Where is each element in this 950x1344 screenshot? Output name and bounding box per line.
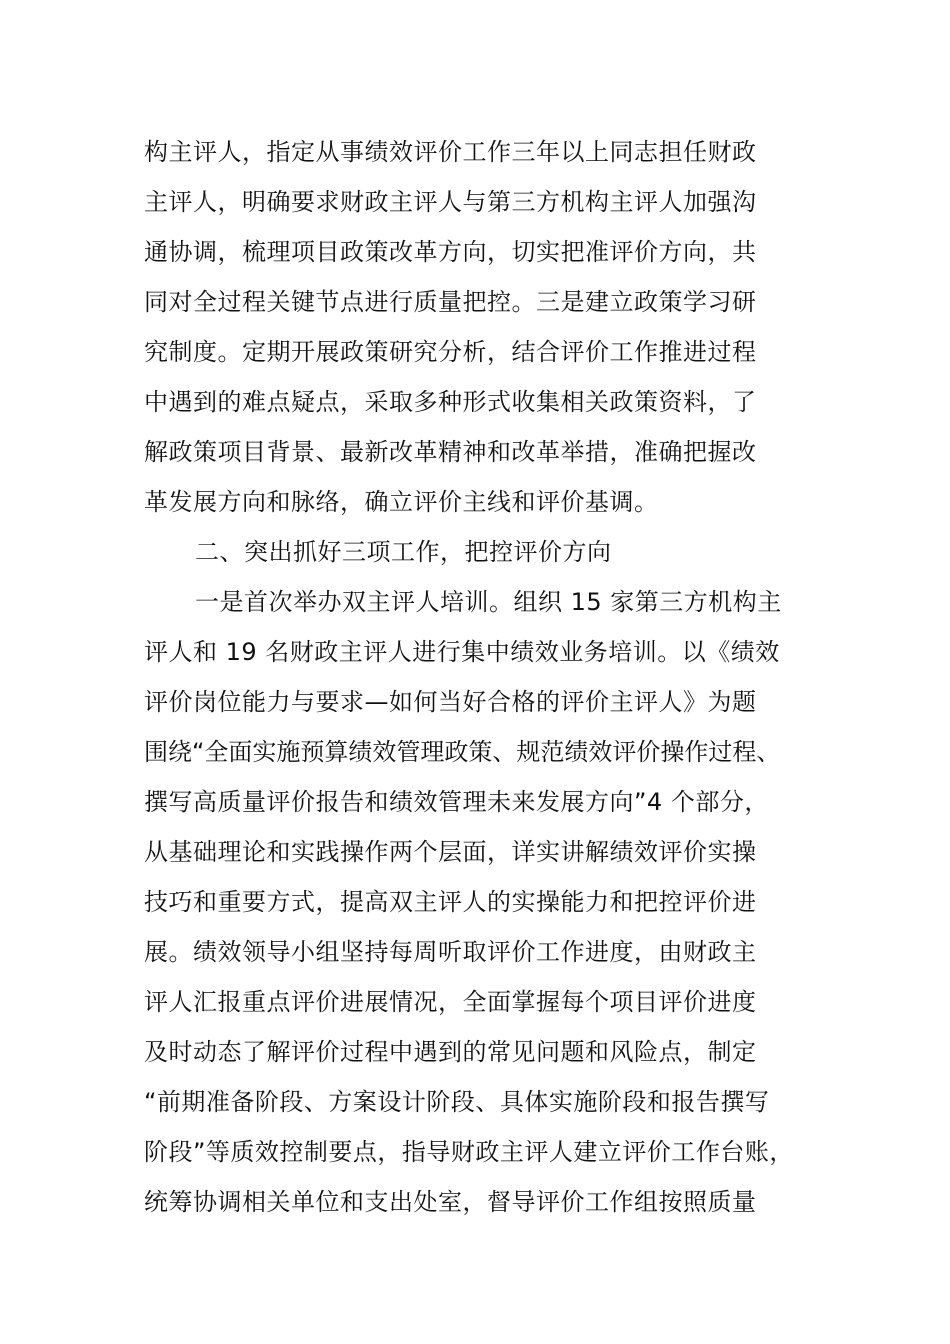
body-text-line: 主评人，明确要求财政主评人与第三方机构主评人加强沟 [144,188,757,216]
body-text-line: 革发展方向和脉络，确立评价主线和评价基调。 [144,488,659,516]
body-text-line: 从基础理论和实践操作两个层面，详实讲解绩效评价实操 [144,838,757,866]
body-text-line: 中遇到的难点疑点，采取多种形式收集相关政策资料，了 [144,388,757,416]
body-text-line: 评价岗位能力与要求—如何当好合格的评价主评人》为题 [144,688,757,716]
body-text-line: 及时动态了解评价过程中遇到的常见问题和风险点，制定 [144,1038,757,1066]
body-text-line: 构主评人，指定从事绩效评价工作三年以上同志担任财政 [144,138,757,166]
body-text-line: 展。绩效领导小组坚持每周听取评价工作进度，由财政主 [144,938,757,966]
body-text-line: 评人和 19 名财政主评人进行集中绩效业务培训。以《绩效 [144,638,780,666]
body-text-line: 统筹协调相关单位和支出处室，督导评价工作组按照质量 [144,1188,757,1216]
body-text-line: 围绕“全面实施预算绩效管理政策、规范绩效评价操作过程、 [144,738,781,766]
body-text-line: 撰写高质量评价报告和绩效管理未来发展方向”4 个部分， [144,788,769,816]
body-text-line: 技巧和重要方式，提高双主评人的实操能力和把控评价进 [144,888,757,916]
body-text-line: 同对全过程关键节点进行质量把控。三是建立政策学习研 [144,288,757,316]
body-text-line: 阶段”等质效控制要点，指导财政主评人建立评价工作台账， [144,1138,794,1166]
body-text-line: 一是首次举办双主评人培训。组织 15 家第三方机构主 [195,588,782,616]
body-text-line: “前期准备阶段、方案设计阶段、具体实施阶段和报告撰写 [144,1088,770,1116]
body-text-line: 评人汇报重点评价进展情况，全面掌握每个项目评价进度 [144,988,757,1016]
body-text-line: 解政策项目背景、最新改革精神和改革举措，准确把握改 [144,438,757,466]
body-text-line: 究制度。定期开展政策研究分析，结合评价工作推进过程 [144,338,757,366]
body-text-line: 通协调，梳理项目政策改革方向，切实把准评价方向，共 [144,238,757,266]
section-heading: 二、突出抓好三项工作，把控评价方向 [195,538,612,566]
